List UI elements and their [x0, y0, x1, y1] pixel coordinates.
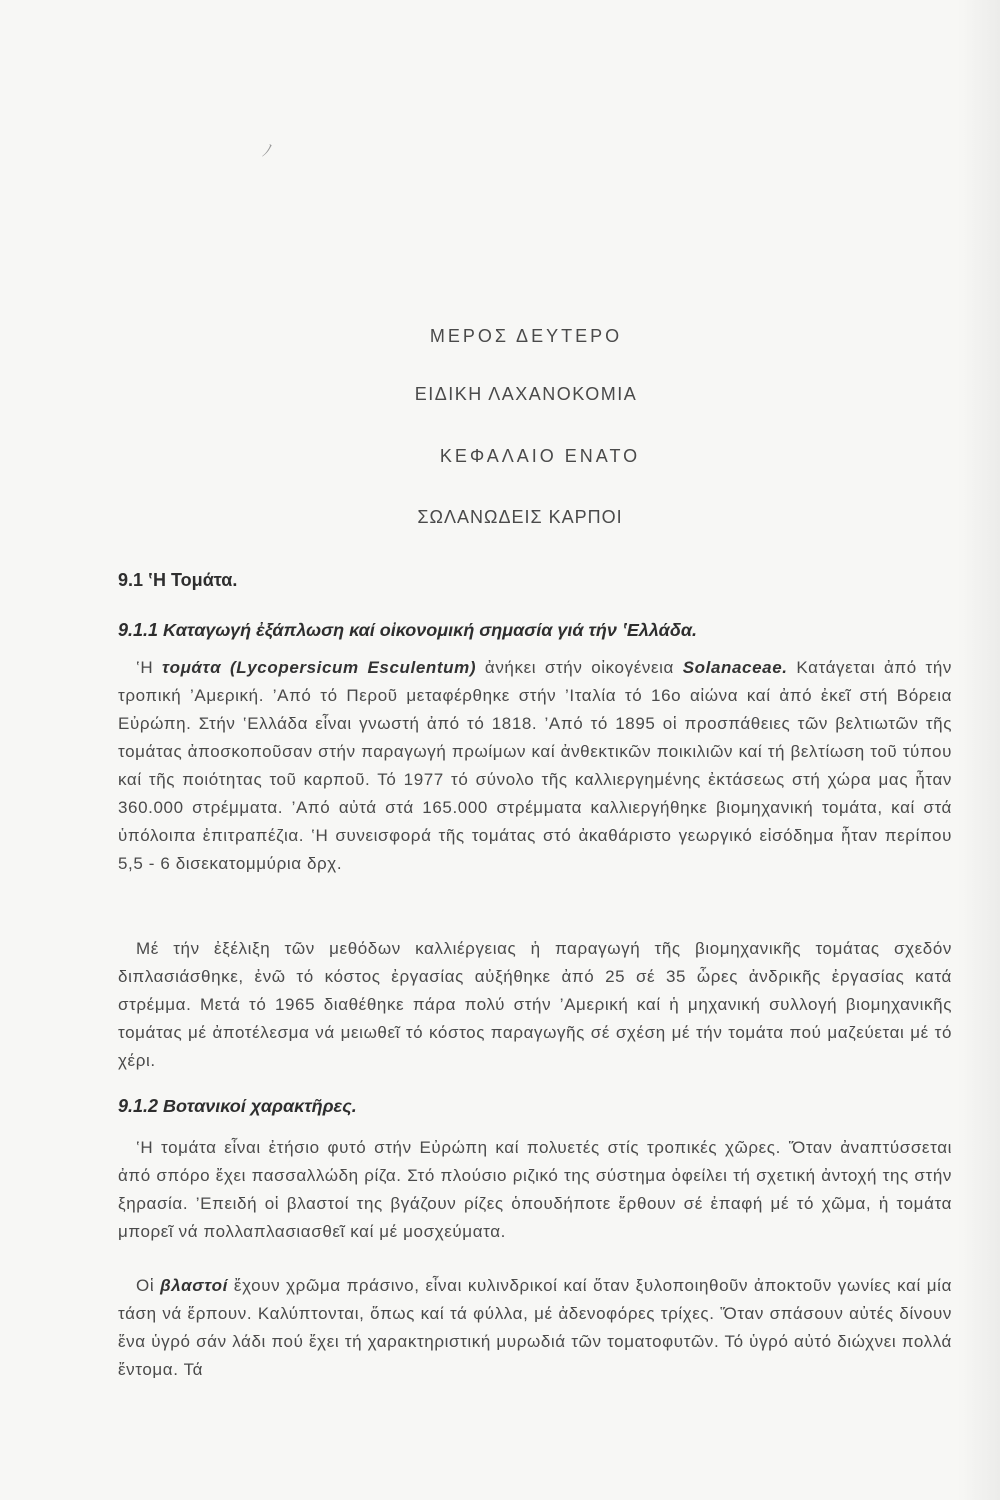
p1-text-e: Κατάγεται ἀπό τήν τροπική ’Αμερική. ’Από τό Περοῦ μεταφέρθηκε στήν ’Ιταλία τό 16ο αἰώνα καί ἀπό ἐκεῖ στή Βόρεια Εὐρώπη. Στήν ‛Ελλάδα εἶναι γνωστή ἀπό τό 1818. ’Από τό 1895 οἱ προσπάθειες τῶν βελτιωτῶν τῆς τομάτας ἀποσκοποῦσαν στήν παραγωγή πρωίμων καί ἀνθεκτικῶν ποικιλιῶν καί τή βελτίωση τοῦ τύπου καί τῆς ποιότητας τοῦ καρποῦ. Τό 1977 τό σύνολο τῆς καλλιεργημένης ἐκτάσεως στή χώρα μας ἦταν 360.000 στρέμματα. ’Από αὐτά στά 165.000 στρέμματα καλλιεργήθηκε βιομηχανική τομάτα, καί στά ὑπόλοιπα ἐπιτραπέζια. ‛Η συνεισφορά τῆς τομάτας στό ἀκαθάριστο γεωργικό εἰσόδημα ἦταν περίπου 5,5 - 6 δισεκατομμύρια δρχ. [118, 658, 952, 873]
p1-term-tomato: τομάτα (Lycopersicum Esculentum) [162, 658, 477, 677]
p4-text-c: ἔχουν χρῶμα πράσινο, εἶναι κυλινδρικοί καί ὅταν ξυλοποιηθοῦν ἀποκτοῦν γωνίες καί μία τάση νά ἕρπουν. Καλύπτονται, ὅπως καί τά φύλλα, μέ ἀδενοφόρες τρίχες. Ὅταν σπάσουν αὐτές δίνουν ἕνα ὑγρό σάν λάδι πού ἔχει τή χαρακτηριστική μυρωδιά τῶν τοματοφυτῶν. Τό ὑγρό αὐτό διώχνει πολλά ἔντομα. Τά [118, 1276, 952, 1379]
chapter-heading: ΚΕΦΑΛΑΙΟ ΕΝΑΤΟ [439, 446, 641, 466]
part-heading: ΜΕΡΟΣ ΔΕΥΤΕΡΟ [429, 326, 623, 346]
p1-term-family: Solanaceae. [682, 658, 788, 677]
page-edge-shadow [958, 0, 1000, 1500]
p4-text-a: Οἱ [136, 1276, 161, 1295]
paragraph-origin [118, 654, 952, 878]
section-9-1-1-title: 9.1.1 Καταγωγή ἐξάπλωση καί οἰκονομική σημασία γιά τήν ‛Ελλάδα. [118, 620, 697, 640]
section-9-1-title: 9.1 ‛Η Τομάτα. [118, 570, 238, 590]
subject-heading: ΕΙΔΙΚΗ ΛΑΧΑΝΟΚΟΜΙΑ [414, 384, 638, 404]
chapter-title: ΣΩΛΑΝΩΔΕΙΣ ΚΑΡΠΟΙ [417, 507, 623, 527]
paragraph-stems [118, 1272, 952, 1384]
p1-text-a: ‛Η [136, 658, 163, 677]
p1-text-c: ἀνήκει στήν οἰκογένεια [476, 658, 683, 677]
pencil-mark: ﾉ [262, 143, 271, 160]
paragraph-botany: ‛Η τομάτα εἶναι ἐτήσιο φυτό στήν Εὐρώπη καί πολυετές στίς τροπικές χῶρες. Ὅταν ἀναπτύσσεται ἀπό σπόρο ἔχει πασσαλλώδη ρίζα. Στό πλούσιο ριζικό της σύστημα ὀφείλει τή σχετική ἀντοχή της στήν ξηρασία. ’Επειδή οἱ βλαστοί της βγάζουν ρίζες ὁπουδήποτε ἔρθουν σέ ἐπαφή μέ τό χῶμα, ἡ τομάτα μπορεῖ νά πολλαπλασιασθεῖ καί μέ μοσχεύματα. [118, 1138, 952, 1241]
paragraph-cultivation: Μέ τήν ἐξέλιξη τῶν μεθόδων καλλιέργειας ἡ παραγωγή τῆς βιομηχανικῆς τομάτας σχεδόν διπλασιάσθηκε, ἐνῶ τό κόστος ἐργασίας αὐξήθηκε ἀπό 25 σέ 35 ὧρες ἀνδρικῆς ἐργασίας κατά στρέμμα. Μετά τό 1965 διαθέθηκε πάρα πολύ στήν ’Αμερική καί ἡ μηχανική συλλογή βιομηχανικῆς τομάτας μέ ἀποτέλεσμα νά μειωθεῖ τό κόστος παραγωγῆς σέ σχέση μέ τήν τομάτα πού μαζεύεται μέ τό χέρι. [118, 939, 952, 1070]
p4-term-stems: βλαστοί [160, 1276, 228, 1295]
section-9-1-2-title: 9.1.2 Βοτανικοί χαρακτῆρες. [118, 1096, 357, 1116]
